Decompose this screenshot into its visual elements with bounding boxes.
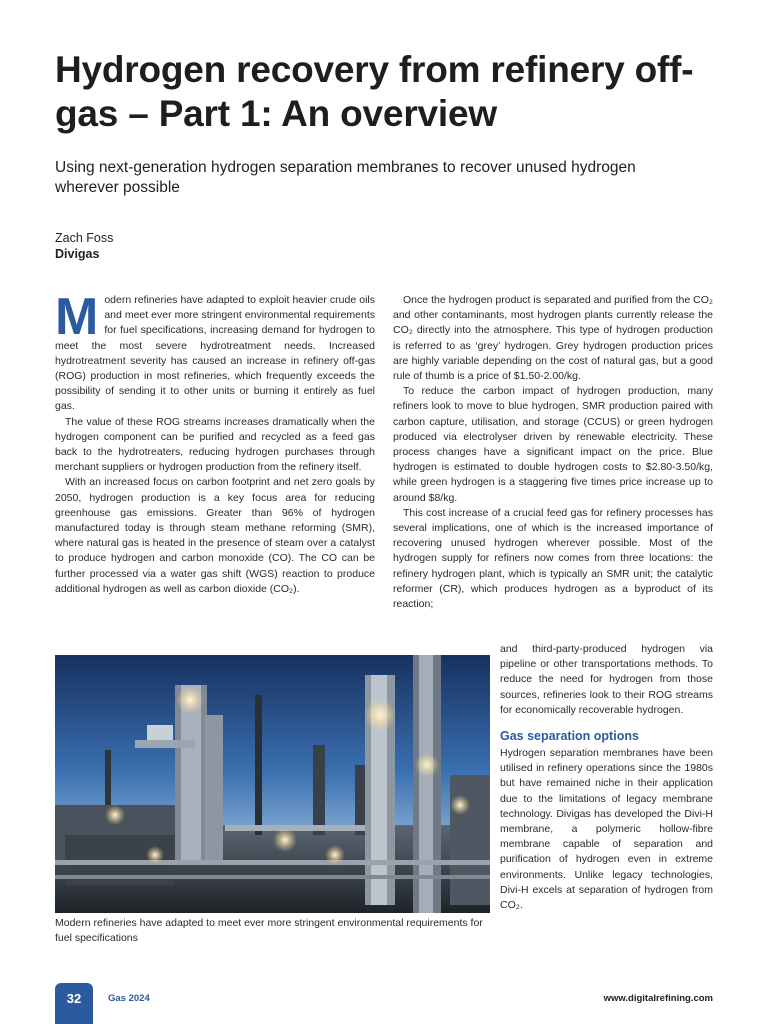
paragraph: To reduce the carbon impact of hydrogen production, many refiners look to move to blue hydrogen, SMR production paired with carbon capture, utilisation, and storage (CCUS) or green hydrogen produced via electrolyser driven by renewable electricity. These process changes have a significant impact on the price. Blue hydrogen is estimated to double hydrogen costs to $2.80-3.50/kg, while green hydrogen is a staggering five times price increase up to around $8/kg. xyxy=(393,385,713,504)
left-column xyxy=(55,288,375,597)
refinery-photo xyxy=(55,655,490,913)
page-number: 32 xyxy=(55,983,93,1024)
paragraph: Hydrogen separation membranes have been utilised in refinery operations since the 1980s but have remained niche in their application due to the limitations of legacy membrane technology. Divigas has developed the Divi-H membrane, a polymeric hollow-fibre membrane capable of separation and purification of hydrogen even in extreme environments. Unlike legacy technologies, Divi-H excels at separation of hydrogen from CO₂. xyxy=(500,747,713,912)
right-column xyxy=(393,293,713,612)
article-subtitle: Using next-generation hydrogen separation membranes to recover unused hydrogen wherever possible xyxy=(55,159,636,196)
drop-cap: M xyxy=(55,288,99,346)
author-name: Zach Foss xyxy=(55,231,114,245)
website-url[interactable]: www.digitalrefining.com xyxy=(603,993,713,1004)
paragraph: and third-party-produced hydrogen via pipeline or other transportations methods. To reduce the need for hydrogen from those sources, refineries look to their ROG streams for economically recoverable hydrogen. xyxy=(500,643,713,716)
section-heading: Gas separation options xyxy=(500,729,639,744)
right-column-continued xyxy=(500,642,713,913)
article-title: Hydrogen recovery from refinery off-gas – Part 1: An overview xyxy=(55,49,694,134)
issue-label: Gas 2024 xyxy=(108,993,150,1004)
paragraph: With an increased focus on carbon footprint and net zero goals by 2050, hydrogen production is a key focus area for reducing greenhouse gas emissions. Greater than 96% of hydrogen manufactured today is through steam methane reforming (SMR), where natural gas is heated in the presence of steam over a catalyst to produce hydrogen and carbon monoxide (CO). The CO can be further processed via a water gas shift (WGS) reaction to produce additional hydrogen as well as carbon dioxide (CO₂). xyxy=(55,476,375,595)
paragraph: This cost increase of a crucial feed gas for refinery processes has several implications, one of which is the increased importance of recovering unused hydrogen wherever possible. Most of the hydrogen supply for refiners now comes from three locations: the refinery hydrogen plant, which is typically an SMR unit; the catalytic reformer (CR), which produces hydrogen as a byproduct of its reaction; xyxy=(393,506,713,611)
figure-caption: Modern refineries have adapted to meet ever more stringent environmental requirements for fuel specifications xyxy=(55,917,483,944)
paragraph: Once the hydrogen product is separated and purified from the CO₂ and other contaminants, most hydrogen plants currently release the CO₂ directly into the atmosphere. This type of hydrogen production is referred to as ‘grey’ hydrogen. Grey hydrogen production prices are highly variable depending on the cost of natural gas, but a good rule of thumb is a price of $1.50-2.00/kg. xyxy=(393,294,713,383)
paragraph: Modern refineries have adapted to exploit heavier crude oils and meet ever more stringent environmental requirements for fuel specifications, increasing demand for hydrogen to meet the most severe hydrotreatment needs. Increased hydrotreatment severity has caused an increase in refinery off-gas (ROG) production in most refineries, which frequently exceeds the possibility of sending it to other units or burning it entirely as fuel gas. xyxy=(55,288,375,413)
paragraph: The value of these ROG streams increases dramatically when the hydrogen component can be purified and recycled as a feed gas back to the hydrotreaters, reducing hydrogen purchases through merchant suppliers or hydrogen production from the refinery itself. xyxy=(55,415,375,474)
author-organization: Divigas xyxy=(55,247,100,261)
